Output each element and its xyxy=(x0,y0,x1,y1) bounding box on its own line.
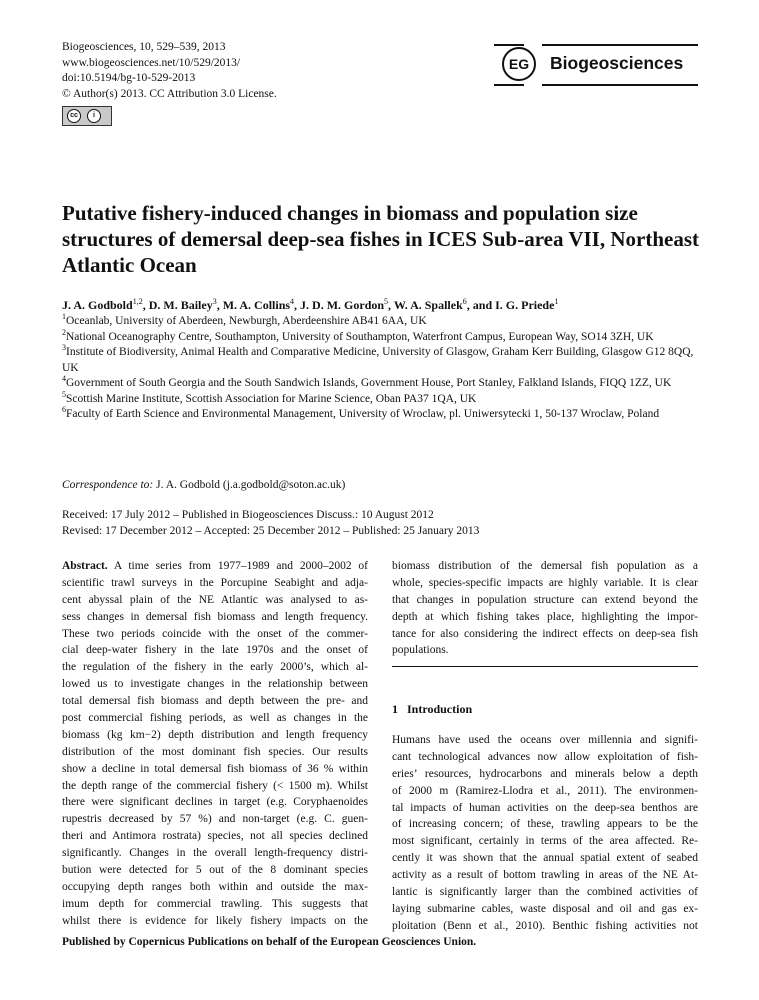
author-affiliation-mark: 3 xyxy=(212,297,217,306)
abstract-line xyxy=(62,558,368,575)
abstract-line-text: occupying depth ranges both within and outside the max- xyxy=(62,880,368,893)
publisher-footer: Published by Copernicus Publications on behalf of the European Geosciences Union. xyxy=(62,936,477,948)
abstract-line-text: show a decline in total demersal fish biomass of 36 % within xyxy=(62,762,368,775)
abstract-line-text: bution were detected for 5 out of the 8 dominant species xyxy=(62,864,368,877)
doi[interactable]: doi:10.5194/bg-10-529-2013 xyxy=(62,72,196,84)
section-title: Introduction xyxy=(407,702,473,716)
introduction-line: lantic is significantly larger than the combined activities of xyxy=(392,886,698,899)
section-divider xyxy=(392,666,698,667)
abstract-line-text: theri and Antimora rostrata) species, not all species declined xyxy=(62,830,368,843)
abstract-label: Abstract. xyxy=(62,560,108,572)
abstract-line-text: biomass (kg km−2) depth distribution and length frequency xyxy=(62,728,368,741)
abstract-line xyxy=(62,626,368,643)
journal-line: Biogeosciences, 10, 529–539, 2013 xyxy=(62,41,226,53)
abstract-line: depth at which fishing takes place, highlighting the impor- xyxy=(392,610,698,623)
affiliation-number: 5 xyxy=(62,389,66,399)
correspondence-text[interactable]: J. A. Godbold (j.a.godbold@soton.ac.uk) xyxy=(156,479,346,491)
abstract-line-text: lowed us to investigate changes in the relationship between xyxy=(62,678,368,691)
correspondence xyxy=(62,479,345,491)
journal-logo xyxy=(494,42,698,86)
abstract-line-text: rupestris decreased by 57 %) and non-target (e.g. C. guen- xyxy=(62,813,368,826)
abstract-line: that changes in population structure can extend beyond the xyxy=(392,593,698,606)
introduction-line: Humans have used the oceans over millennia and signifi- xyxy=(392,734,698,746)
abstract-line-text: post commercial fishing periods, as well as changes in the xyxy=(62,712,368,725)
publication-dates xyxy=(62,508,479,539)
introduction-line: of 2000 m (Ramirez-Llodra et al., 2011). The environmen- xyxy=(392,784,698,797)
affiliation-text: Oceanlab, University of Aberdeen, Newburgh, Aberdeenshire AB41 6AA, UK xyxy=(66,315,427,327)
abstract-line-text: whilst there is evidence for likely fishery impacts on the xyxy=(62,914,368,927)
author-list: J. A. Godbold$^{1,2}$, D. M. Bailey$^3$, M. A. Collins$^4$, J. D. M. Gordon$^5$, W. A. Spallek$^6$, and I. G. Priede$^1$ xyxy=(62,297,559,312)
abstract-line: biomass distribution of the demersal fish population as a xyxy=(392,560,698,572)
abstract-line xyxy=(62,778,368,795)
license-text: © Author(s) 2013. CC Attribution 3.0 License. xyxy=(62,87,277,100)
introduction-line: cant technological advances now allow exploitation of fish- xyxy=(392,750,698,763)
affiliation-text: Scottish Marine Institute, Scottish Association for Marine Science, Oban PA37 1QA, UK xyxy=(66,392,477,405)
introduction-line: ploitation (Benn et al., 2010). Benthic fishing activities not xyxy=(392,919,698,932)
abstract-line xyxy=(62,879,368,896)
author-name: D. M. Bailey xyxy=(148,298,213,312)
introduction-line: cently it was shown that the annual spatial extent of seabed xyxy=(392,852,698,865)
affiliation-number: 4 xyxy=(62,374,66,383)
abstract-line xyxy=(62,642,368,659)
author-name: W. A. Spallek xyxy=(393,298,463,312)
introduction-text xyxy=(392,732,698,935)
abstract-line xyxy=(62,676,368,693)
abstract-line-text: sess changes in demersal fish biomass and length frequency. xyxy=(62,610,368,623)
abstract-line xyxy=(62,761,368,778)
egu-globe-icon: EG xyxy=(502,47,536,81)
abstract-left-column xyxy=(62,558,368,930)
author-name: M. A. Collins xyxy=(222,298,291,312)
abstract-line xyxy=(62,811,368,828)
introduction-line: most significant, certainly in terms of the area affected. Re- xyxy=(392,835,698,848)
abstract-line-text: cial deep-water fishery in the late 1970s and the onset of xyxy=(62,644,368,657)
author-affiliation-mark: 5 xyxy=(384,297,389,306)
affiliation-text: Faculty of Earth Science and Environmental Management, University of Wroclaw, pl. Uniwersytecki 1, 50-137 Wroclaw, Poland xyxy=(66,408,660,420)
abstract-line: tance for also considering the indirect effects on deep-sea fish xyxy=(392,627,698,640)
abstract-line-text: the depth range of the commercial fishery (< 1500 m). Whilst xyxy=(62,779,368,792)
journal-url[interactable]: www.biogeosciences.net/10/529/2013/ xyxy=(62,56,241,69)
affiliation xyxy=(62,407,702,423)
abstract-line xyxy=(62,913,368,930)
abstract-line xyxy=(62,727,368,744)
author-affiliation-mark: 1,2 xyxy=(132,297,143,306)
introduction-line: activity as a result of bottom trawling in areas of the NE At- xyxy=(392,869,698,882)
abstract-line: whole, species-specific impacts are highly variable. It is clear xyxy=(392,576,698,589)
author-name: J. A. Godbold xyxy=(62,298,133,312)
affiliation-number: 2 xyxy=(62,327,66,337)
correspondence-label: Correspondence to: xyxy=(62,479,154,491)
abstract-line-text: scientific trawl surveys in the Porcupine Seabight and adja- xyxy=(62,576,368,589)
abstract-line xyxy=(62,862,368,879)
introduction-line: laying submarine cables, waste disposal and oil and gas ex- xyxy=(392,902,698,915)
author-affiliation-mark: 4 xyxy=(290,297,295,306)
abstract-line xyxy=(62,609,368,626)
affiliation xyxy=(62,327,702,346)
affiliation xyxy=(62,345,702,376)
dates-line: Revised: 17 December 2012 – Accepted: 25 December 2012 – Published: 25 January 2013 xyxy=(62,524,480,537)
abstract-line xyxy=(62,693,368,710)
abstract-line xyxy=(62,794,368,811)
abstract-line-text: These two periods coincide with the onset of the commer- xyxy=(62,627,368,640)
affiliation-number: 3 xyxy=(62,343,66,352)
abstract-line xyxy=(62,828,368,845)
abstract-line xyxy=(62,845,368,862)
abstract-line xyxy=(62,744,368,761)
abstract-line xyxy=(62,710,368,727)
paper-title: Putative fishery-induced changes in biomass and population size structures of demersal deep-sea fishes in ICES Sub-area VII, Northeast Atlantic Ocean xyxy=(62,201,699,277)
abstract-line xyxy=(62,575,368,592)
affiliations xyxy=(62,314,702,423)
cc-by-icon[interactable]: cc i xyxy=(62,106,112,126)
introduction-line: of increasing concern; of these, trawling appears to be the xyxy=(392,818,698,831)
abstract-line-text: there were significant declines in target (e.g. Coryphaenoides xyxy=(62,796,368,809)
abstract-line-text: significantly. Changes in the overall length-frequency distri- xyxy=(62,847,368,860)
abstract-right-column xyxy=(392,558,698,659)
citation-header xyxy=(62,40,277,102)
abstract-line xyxy=(62,592,368,609)
dates-line: Received: 17 July 2012 – Published in Biogeosciences Discuss.: 10 August 2012 xyxy=(62,509,434,521)
abstract-line xyxy=(62,659,368,676)
author-affiliation-mark: 1 xyxy=(554,297,559,306)
logo-text: Biogeosciences xyxy=(550,53,684,73)
author-name: J. D. M. Gordon xyxy=(300,298,385,312)
affiliation xyxy=(62,389,702,408)
abstract-line xyxy=(62,896,368,913)
introduction-line: eries’ resources, hydrocarbons and minerals below a depth xyxy=(392,767,698,780)
affiliation-text: Institute of Biodiversity, Animal Health and Comparative Medicine, University of Glasgow, Graham Kerr Building, Glasgow G12 8QQ, UK xyxy=(62,346,694,374)
abstract-line-text: total demersal fish biomass and depth between the pre- and xyxy=(62,695,368,708)
affiliation xyxy=(62,376,702,392)
author-name: and I. G. Priede xyxy=(472,298,555,312)
affiliation-text: National Oceanography Centre, Southampton, University of Southampton, Waterfront Campus, European Way, SO14 3ZH, UK xyxy=(66,330,654,343)
abstract-line-text: cent abyssal plain of the NE Atlantic was analysed to as- xyxy=(62,593,368,606)
affiliation xyxy=(62,314,702,330)
affiliation-text: Government of South Georgia and the South Sandwich Islands, Government House, Port Stanley, Falkland Islands, FIQQ 1ZZ, UK xyxy=(66,377,672,389)
section-number: 1 xyxy=(392,702,398,716)
abstract-line-text: the regulation of the fishery in the early 2000’s, which al- xyxy=(62,661,368,674)
abstract-line-text: A time series from 1977–1989 and 2000–2002 of xyxy=(107,560,368,572)
affiliation-number: 6 xyxy=(62,405,66,414)
abstract-line-text: imum depth for commercial trawling. This suggests that xyxy=(62,897,368,910)
abstract-line-text: distribution of the most dominant fish species. Our results xyxy=(62,745,368,758)
affiliation-number: 1 xyxy=(62,312,66,321)
author-affiliation-mark: 6 xyxy=(462,297,467,306)
introduction-line: tal impacts of human activities on the deep-sea benthos are xyxy=(392,801,698,814)
abstract-line: populations. xyxy=(392,644,449,657)
section-heading xyxy=(392,702,472,717)
